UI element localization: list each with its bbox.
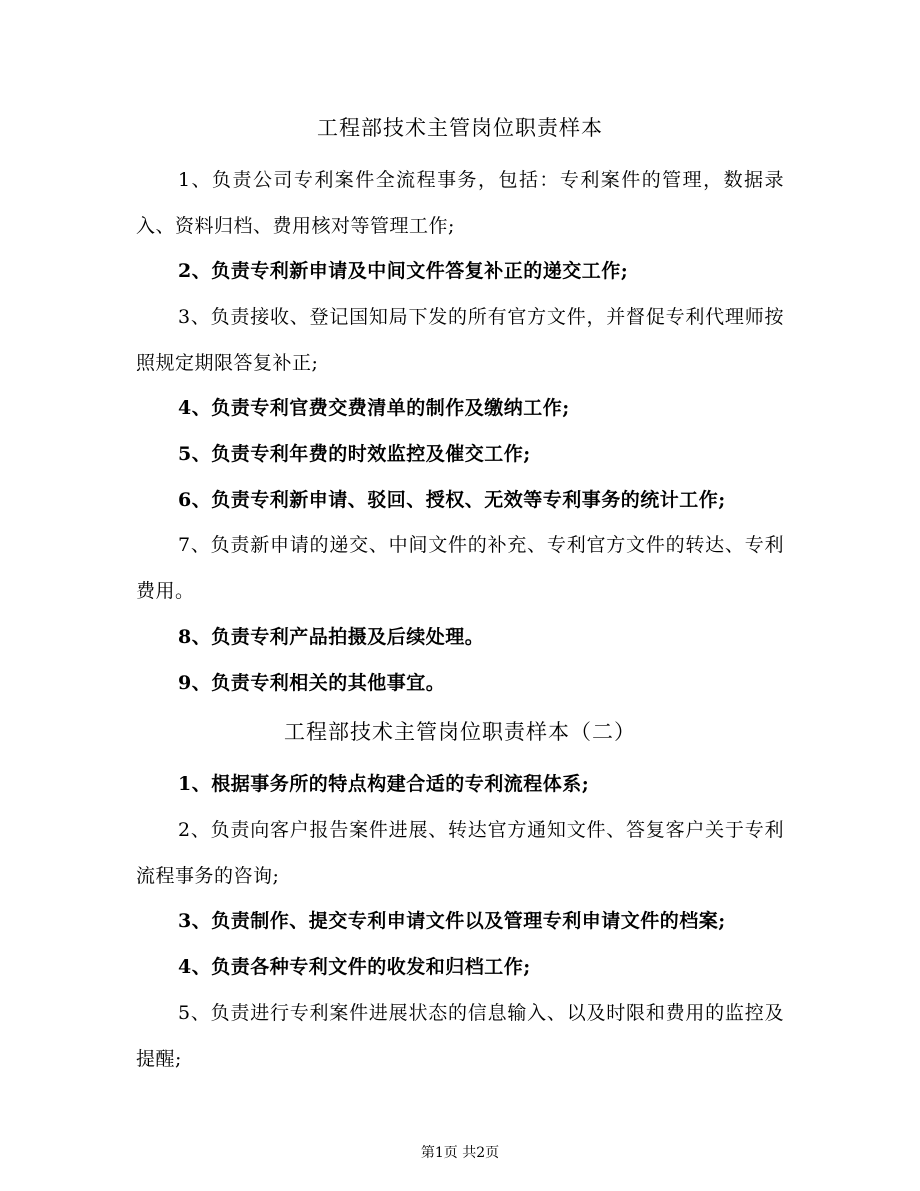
section-1-item-1: 1、负责公司专利案件全流程事务，包括：专利案件的管理，数据录入、资料归档、费用核对等管理工作; xyxy=(136,169,784,237)
section-1-item-8: 8、负责专利产品拍摄及后续处理。 xyxy=(178,626,485,648)
section-1-title: 工程部技术主管岗位职责样本 xyxy=(317,116,603,140)
section-1-item-2: 2、负责专利新申请及中间文件答复补正的递交工作; xyxy=(178,260,629,282)
section-2-item-1: 1、根据事务所的特点构建合适的专利流程体系; xyxy=(178,773,590,795)
section-1-item-5: 5、负责专利年费的时效监控及催交工作; xyxy=(178,443,531,465)
page-indicator: 第1页 共2页 xyxy=(420,1145,500,1161)
section-2-title: 工程部技术主管岗位职责样本（二） xyxy=(284,720,636,744)
section-1-item-9: 9、负责专利相关的其他事宜。 xyxy=(178,672,446,694)
section-2-item-5: 5、负责进行专利案件进展状态的信息输入、以及时限和费用的监控及提醒; xyxy=(136,1002,784,1070)
section-2-item-3: 3、负责制作、提交专利申请文件以及管理专利申请文件的档案; xyxy=(178,910,726,932)
section-2-item-4: 4、负责各种专利文件的收发和归档工作; xyxy=(178,956,531,978)
section-1-item-4: 4、负责专利官费交费清单的制作及缴纳工作; xyxy=(178,397,570,419)
section-1-item-6: 6、负责专利新申请、驳回、授权、无效等专利事务的统计工作; xyxy=(178,489,726,511)
section-1-item-3: 3、负责接收、登记国知局下发的所有官方文件，并督促专利代理师按照规定期限答复补正; xyxy=(136,306,784,374)
section-2-item-2: 2、负责向客户报告案件进展、转达官方通知文件、答复客户关于专利流程事务的咨询; xyxy=(136,819,784,887)
section-1-item-7: 7、负责新申请的递交、中间文件的补充、专利官方文件的转达、专利费用。 xyxy=(136,534,784,602)
